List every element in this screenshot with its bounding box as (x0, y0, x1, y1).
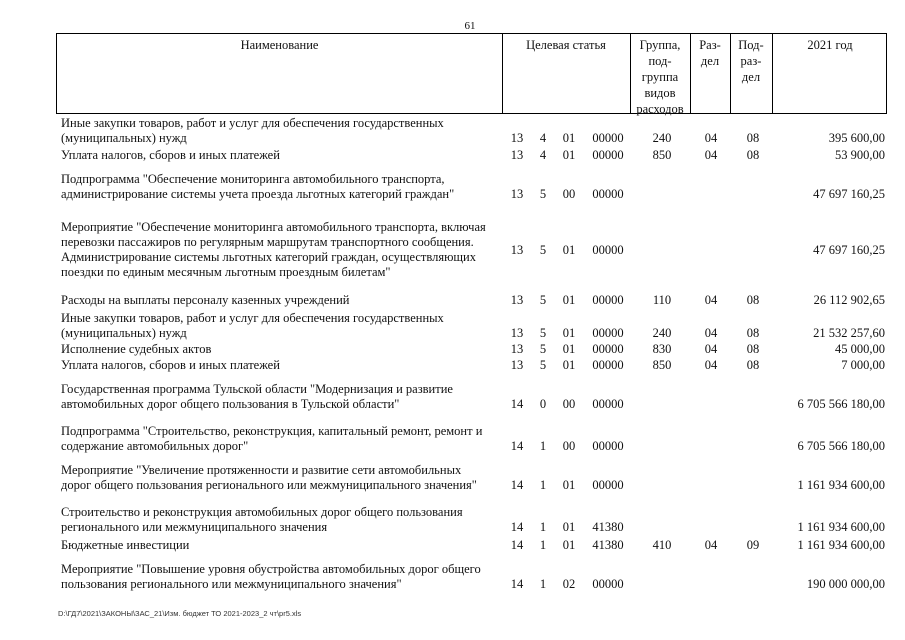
target-event-code: 01 (562, 519, 576, 534)
target-program-code: 13 (510, 342, 524, 356)
row-name-line: (муниципальных) нужд (61, 326, 187, 340)
subsection-code: 09 (746, 538, 760, 552)
row-name (61, 463, 501, 493)
row-name-line: Подпрограмма "Строительство, реконструкция, капитальный ремонт, ремонт и (61, 424, 483, 438)
row-name-line: Уплата налогов, сборов и иных платежей (61, 148, 280, 162)
subsection-code: 08 (746, 325, 760, 340)
row-name-line: администрирование системы учета проезда льготных категорий граждан" (61, 187, 455, 201)
expense-group-code: 240 (652, 130, 672, 145)
row-name-line: Государственная программа Тульской области "Модернизация и развитие (61, 382, 453, 396)
subsection-code: 08 (746, 358, 760, 372)
row-name (61, 382, 501, 412)
row-name-line: Подпрограмма "Обеспечение мониторинга автомобильного транспорта, (61, 172, 445, 186)
target-program-code: 13 (510, 148, 524, 162)
subsection-code: 08 (746, 148, 760, 162)
target-direction-code: 00000 (592, 242, 624, 257)
target-direction-code: 00000 (592, 186, 624, 201)
subsection-code: 08 (746, 293, 760, 307)
amount-2021: 6 705 566 180,00 (797, 396, 885, 411)
row-name-line: Иные закупки товаров, работ и услуг для обеспечения государственных (61, 116, 444, 130)
row-name (61, 358, 501, 373)
row-name (61, 220, 501, 280)
row-name-line: Иные закупки товаров, работ и услуг для обеспечения государственных (61, 311, 444, 325)
header-subsection: Под- раз- дел (738, 38, 764, 84)
amount-2021: 1 161 934 600,00 (797, 538, 885, 552)
target-direction-code: 00000 (592, 358, 624, 372)
row-name-line: Исполнение судебных актов (61, 342, 212, 356)
section-code: 04 (704, 130, 718, 145)
target-event-code: 00 (562, 186, 576, 201)
target-subprogram-code: 1 (539, 438, 547, 453)
target-subprogram-code: 1 (539, 477, 547, 492)
target-direction-code: 00000 (592, 576, 624, 591)
target-direction-code: 00000 (592, 396, 624, 411)
header-name: Наименование (240, 38, 319, 52)
amount-2021: 190 000 000,00 (806, 576, 885, 591)
expense-group-code: 110 (652, 293, 672, 307)
target-subprogram-code: 1 (539, 519, 547, 534)
row-name (61, 562, 501, 592)
row-name-line: дорог общего пользования регионального или межмуниципального значения" (61, 478, 477, 492)
target-subprogram-code: 5 (539, 342, 547, 356)
row-name (61, 424, 501, 454)
target-program-code: 14 (510, 477, 524, 492)
target-subprogram-code: 4 (539, 148, 547, 162)
amount-2021: 53 900,00 (835, 148, 885, 162)
target-event-code: 01 (562, 325, 576, 340)
target-event-code: 01 (562, 342, 576, 356)
row-name-line: поездки по единым месячным льготным проездным билетам" (61, 265, 391, 279)
section-code: 04 (704, 148, 718, 162)
target-program-code: 13 (510, 242, 524, 257)
amount-2021: 47 697 160,25 (813, 186, 885, 201)
target-subprogram-code: 5 (539, 358, 547, 372)
target-subprogram-code: 1 (539, 538, 547, 552)
row-name-line: Строительство и реконструкция автомобильных дорог общего пользования (61, 505, 463, 519)
target-event-code: 01 (562, 293, 576, 307)
target-subprogram-code: 1 (539, 576, 547, 591)
row-name-line: Мероприятие "Повышение уровня обустройства автомобильных дорог общего (61, 562, 481, 576)
section-code: 04 (704, 538, 718, 552)
target-program-code: 14 (510, 438, 524, 453)
row-name (61, 172, 501, 202)
target-subprogram-code: 5 (539, 186, 547, 201)
row-name-line: регионального или межмуниципального значения (61, 520, 328, 534)
target-program-code: 13 (510, 186, 524, 201)
amount-2021: 1 161 934 600,00 (797, 519, 885, 534)
row-name (61, 116, 501, 146)
header-expense-group: Группа, под- группа видов расходов (636, 38, 684, 116)
target-direction-code: 00000 (592, 325, 624, 340)
amount-2021: 7 000,00 (841, 358, 885, 372)
expense-group-code: 240 (652, 325, 672, 340)
target-program-code: 14 (510, 538, 524, 552)
row-name (61, 342, 501, 357)
row-name-line: Уплата налогов, сборов и иных платежей (61, 358, 280, 372)
subsection-code: 08 (746, 342, 760, 356)
expense-group-code: 830 (652, 342, 672, 356)
footer-file-path: D:\ГД7\2021\ЗАКОНЫ\ЗАС_21\Изм. бюджет ТО 2021-2023_2 чт\pr5.xls (58, 609, 302, 618)
target-program-code: 13 (510, 325, 524, 340)
header-target-article: Целевая статья (526, 38, 606, 52)
row-name-line: содержание автомобильных дорог" (61, 439, 249, 453)
amount-2021: 26 112 902,65 (813, 293, 885, 307)
target-event-code: 01 (562, 130, 576, 145)
target-event-code: 00 (562, 438, 576, 453)
row-name-line: автомобильных дорог общего пользования в Тульской области" (61, 397, 400, 411)
row-name (61, 505, 501, 535)
amount-2021: 395 600,00 (828, 130, 885, 145)
amount-2021: 21 532 257,60 (813, 325, 885, 340)
amount-2021: 1 161 934 600,00 (797, 477, 885, 492)
row-name-line: Администрирование системы льготных категорий граждан, осуществляющих (61, 250, 476, 264)
target-subprogram-code: 5 (539, 242, 547, 257)
target-program-code: 14 (510, 576, 524, 591)
section-code: 04 (704, 325, 718, 340)
section-code: 04 (704, 293, 718, 307)
target-subprogram-code: 5 (539, 293, 547, 307)
target-program-code: 13 (510, 130, 524, 145)
expense-group-code: 410 (652, 538, 672, 552)
target-direction-code: 00000 (592, 130, 624, 145)
target-program-code: 13 (510, 293, 524, 307)
target-event-code: 02 (562, 576, 576, 591)
row-name (61, 293, 501, 308)
row-name-line: (муниципальных) нужд (61, 131, 187, 145)
row-name-line: перевозки пассажиров по регулярным маршрутам транспортного сообщения. (61, 235, 474, 249)
target-subprogram-code: 4 (539, 130, 547, 145)
target-event-code: 01 (562, 148, 576, 162)
table-header (56, 33, 887, 114)
header-year: 2021 год (807, 38, 853, 52)
target-event-code: 01 (562, 477, 576, 492)
target-direction-code: 00000 (592, 293, 624, 307)
target-subprogram-code: 0 (539, 396, 547, 411)
section-code: 04 (704, 342, 718, 356)
target-program-code: 13 (510, 358, 524, 372)
amount-2021: 6 705 566 180,00 (797, 438, 885, 453)
target-direction-code: 00000 (592, 438, 624, 453)
row-name-line: Бюджетные инвестиции (61, 538, 190, 552)
amount-2021: 45 000,00 (835, 342, 885, 356)
row-name (61, 311, 501, 341)
section-code: 04 (704, 358, 718, 372)
target-direction-code: 41380 (592, 538, 624, 552)
row-name-line: Расходы на выплаты персоналу казенных учреждений (61, 293, 350, 307)
target-direction-code: 00000 (592, 148, 624, 162)
page-number: 61 (464, 20, 476, 32)
row-name-line: Мероприятие "Обеспечение мониторинга автомобильного транспорта, включая (61, 220, 486, 234)
row-name-line: Мероприятие "Увеличение протяженности и развитие сети автомобильных (61, 463, 462, 477)
target-event-code: 00 (562, 396, 576, 411)
target-event-code: 01 (562, 358, 576, 372)
subsection-code: 08 (746, 130, 760, 145)
header-section: Раз- дел (699, 38, 721, 68)
target-direction-code: 41380 (592, 519, 624, 534)
target-direction-code: 00000 (592, 477, 624, 492)
target-direction-code: 00000 (592, 342, 624, 356)
target-event-code: 01 (562, 538, 576, 552)
expense-group-code: 850 (652, 148, 672, 162)
target-program-code: 14 (510, 396, 524, 411)
row-name (61, 538, 501, 553)
row-name (61, 148, 501, 163)
target-program-code: 14 (510, 519, 524, 534)
target-event-code: 01 (562, 242, 576, 257)
target-subprogram-code: 5 (539, 325, 547, 340)
amount-2021: 47 697 160,25 (813, 242, 885, 257)
row-name-line: пользования регионального или межмуниципального значения" (61, 577, 402, 591)
expense-group-code: 850 (652, 358, 672, 372)
